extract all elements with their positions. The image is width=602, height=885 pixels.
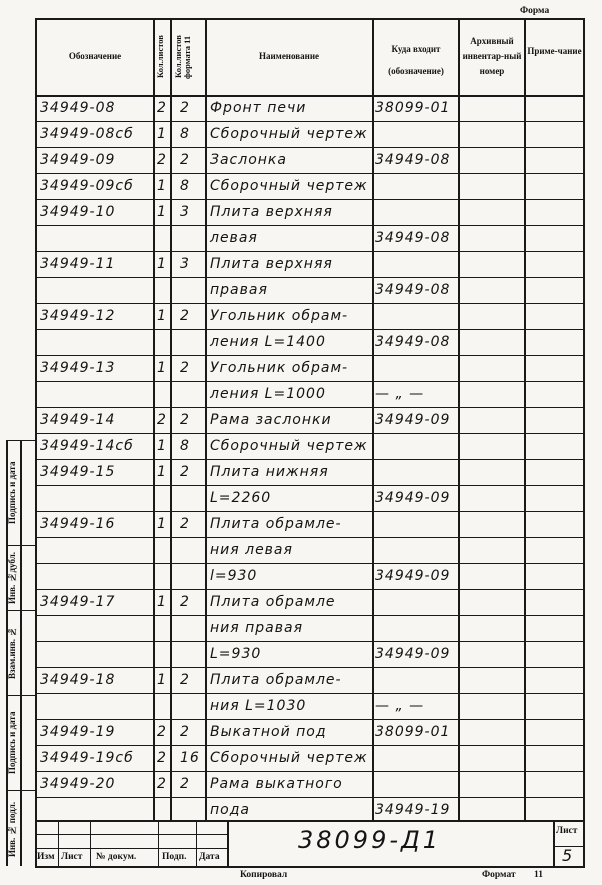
- sidebar-sign-date-2: Подпись и дата: [7, 711, 17, 775]
- row-sheets-format: 2: [180, 594, 190, 610]
- row-sheets-format: 2: [180, 412, 190, 428]
- header-name: Наименование: [259, 51, 319, 61]
- header-sheets-count: Кол.листов: [155, 35, 165, 79]
- row-divider: [35, 251, 585, 252]
- row-where-used: — „ —: [375, 698, 425, 714]
- row-name: Сборочный чертеж: [210, 438, 368, 454]
- row-designation: 34949-10: [40, 204, 116, 220]
- row-name: Плита нижняя: [210, 464, 329, 480]
- row-name: Плита обрамле-: [210, 516, 342, 532]
- row-divider: [35, 693, 585, 694]
- row-designation: 34949-14: [40, 412, 116, 428]
- sidebar-vzam-inv: Взам.инв. №: [7, 626, 17, 680]
- row-name: пода: [210, 802, 250, 818]
- row-where-used: 34949-09: [375, 412, 451, 428]
- row-sheets-count: 2: [157, 776, 167, 792]
- row-sheets-count: 1: [157, 464, 167, 480]
- row-name: Плита верхняя: [210, 204, 333, 220]
- row-divider: [35, 147, 585, 148]
- row-name: Выкатной под: [210, 724, 327, 740]
- row-name: Плита обрамле-: [210, 672, 342, 688]
- row-designation: 34949-11: [40, 256, 116, 272]
- row-designation: 34949-15: [40, 464, 116, 480]
- header-where-used: Куда входит (обозначение): [388, 44, 444, 76]
- row-where-used: 34949-08: [375, 152, 451, 168]
- row-divider: [35, 511, 585, 512]
- row-divider: [35, 355, 585, 356]
- stamp-col-izm: Изм: [37, 852, 55, 862]
- row-designation: 34949-18: [40, 672, 116, 688]
- row-divider: [35, 667, 585, 668]
- row-where-used: 38099-01: [375, 100, 451, 116]
- stamp-col-docnum: № докум.: [96, 852, 137, 862]
- row-sheets-count: 2: [157, 750, 167, 766]
- row-where-used: 34949-08: [375, 230, 451, 246]
- row-designation: 34949-19: [40, 724, 116, 740]
- row-designation: 34949-19сб: [40, 750, 134, 766]
- stamp-col-sign: Подп.: [162, 852, 187, 862]
- row-divider: [35, 303, 585, 304]
- row-name: правая: [210, 282, 268, 298]
- row-name: Фронт печи: [210, 100, 307, 116]
- row-sheets-format: 2: [180, 308, 190, 324]
- row-where-used: 34949-08: [375, 334, 451, 350]
- row-sheets-count: 1: [157, 256, 167, 272]
- row-divider: [35, 329, 585, 330]
- row-sheets-count: 1: [157, 360, 167, 376]
- row-sheets-count: 1: [157, 516, 167, 532]
- row-sheets-format: 8: [180, 178, 190, 194]
- header-sheets-format: Кол.листов формата 11: [173, 35, 192, 79]
- row-designation: 34949-17: [40, 594, 116, 610]
- row-name: ния L=1030: [210, 698, 307, 714]
- row-sheets-format: 3: [180, 256, 190, 272]
- row-divider: [35, 745, 585, 746]
- row-sheets-format: 2: [180, 672, 190, 688]
- row-name: Сборочный чертеж: [210, 750, 368, 766]
- row-name: левая: [210, 230, 258, 246]
- footer-format-value: 11: [534, 870, 543, 880]
- row-where-used: 34949-09: [375, 490, 451, 506]
- header-designation: Обозначение: [68, 51, 122, 61]
- row-sheets-count: 2: [157, 100, 167, 116]
- sheet-number: 5: [562, 846, 576, 865]
- row-where-used: 34949-19: [375, 802, 451, 818]
- row-designation: 34949-08сб: [40, 126, 134, 142]
- row-sheets-format: 2: [180, 724, 190, 740]
- row-name: ния правая: [210, 620, 303, 636]
- row-divider: [35, 225, 585, 226]
- row-divider: [35, 719, 585, 720]
- row-name: Плита верхняя: [210, 256, 333, 272]
- row-divider: [35, 485, 585, 486]
- row-sheets-format: 16: [180, 750, 200, 766]
- row-sheets-count: 2: [157, 412, 167, 428]
- row-where-used: — „ —: [375, 386, 425, 402]
- row-name: Сборочный чертеж: [210, 178, 368, 194]
- sidebar-sign-date-1: Подпись и дата: [7, 461, 17, 525]
- format-corner-label: Форма: [520, 6, 550, 16]
- row-designation: 34949-16: [40, 516, 116, 532]
- row-divider: [35, 121, 585, 122]
- row-divider: [35, 407, 585, 408]
- row-sheets-format: 8: [180, 126, 190, 142]
- row-sheets-format: 2: [180, 360, 190, 376]
- row-where-used: 38099-01: [375, 724, 451, 740]
- row-divider: [35, 615, 585, 616]
- row-sheets-count: 1: [157, 126, 167, 142]
- row-name: Заслонка: [210, 152, 287, 168]
- row-name: Угольник обрам-: [210, 308, 349, 324]
- row-divider: [35, 771, 585, 772]
- row-where-used: 34949-09: [375, 568, 451, 584]
- row-designation: 34949-08: [40, 100, 116, 116]
- row-designation: 34949-09сб: [40, 178, 134, 194]
- row-divider: [35, 459, 585, 460]
- row-sheets-format: 8: [180, 438, 190, 454]
- document-number: 38099-Д1: [298, 826, 442, 854]
- row-divider: [35, 641, 585, 642]
- row-sheets-format: 3: [180, 204, 190, 220]
- row-name: Плита обрамле: [210, 594, 336, 610]
- sidebar-inv-dubl: Инв. №дубл.: [7, 551, 17, 605]
- row-sheets-format: 2: [180, 516, 190, 532]
- stamp-col-date: Дата: [199, 852, 220, 862]
- row-name: L=2260: [210, 490, 272, 506]
- row-name: ления L=1000: [210, 386, 326, 402]
- stamp-col-list: Лист: [61, 852, 83, 862]
- row-divider: [35, 173, 585, 174]
- sheet-label: Лист: [556, 826, 578, 836]
- row-sheets-count: 1: [157, 594, 167, 610]
- row-name: L=930: [210, 646, 262, 662]
- row-sheets-count: 2: [157, 152, 167, 168]
- row-sheets-count: 1: [157, 438, 167, 454]
- row-divider: [35, 277, 585, 278]
- row-name: ления L=1400: [210, 334, 326, 350]
- row-name: Угольник обрам-: [210, 360, 349, 376]
- row-designation: 34949-20: [40, 776, 116, 792]
- row-name: Рама выкатного: [210, 776, 343, 792]
- row-divider: [35, 381, 585, 382]
- row-divider: [35, 199, 585, 200]
- row-sheets-count: 1: [157, 204, 167, 220]
- row-sheets-format: 2: [180, 100, 190, 116]
- row-sheets-format: 2: [180, 464, 190, 480]
- sidebar-inv-podl: Инв. № подл.: [7, 801, 17, 857]
- row-divider: [35, 563, 585, 564]
- header-note: Приме-чание: [527, 46, 582, 56]
- row-designation: 34949-13: [40, 360, 116, 376]
- row-divider: [35, 433, 585, 434]
- row-designation: 34949-14сб: [40, 438, 134, 454]
- row-divider: [35, 589, 585, 590]
- row-name: ния левая: [210, 542, 293, 558]
- row-sheets-count: 2: [157, 724, 167, 740]
- row-sheets-count: 1: [157, 308, 167, 324]
- row-where-used: 34949-08: [375, 282, 451, 298]
- row-name: l=930: [210, 568, 258, 584]
- footer-format-label: Формат: [482, 870, 516, 880]
- row-sheets-format: 2: [180, 776, 190, 792]
- row-sheets-count: 1: [157, 178, 167, 194]
- row-divider: [35, 797, 585, 798]
- row-name: Рама заслонки: [210, 412, 332, 428]
- row-designation: 34949-09: [40, 152, 116, 168]
- row-name: Сборочный чертеж: [210, 126, 368, 142]
- row-sheets-count: 1: [157, 672, 167, 688]
- footer-copied: Копировал: [240, 870, 288, 880]
- row-divider: [35, 537, 585, 538]
- header-archive: Архивный инвентар-ный номер: [462, 36, 522, 76]
- row-designation: 34949-12: [40, 308, 116, 324]
- row-where-used: 34949-09: [375, 646, 451, 662]
- row-sheets-format: 2: [180, 152, 190, 168]
